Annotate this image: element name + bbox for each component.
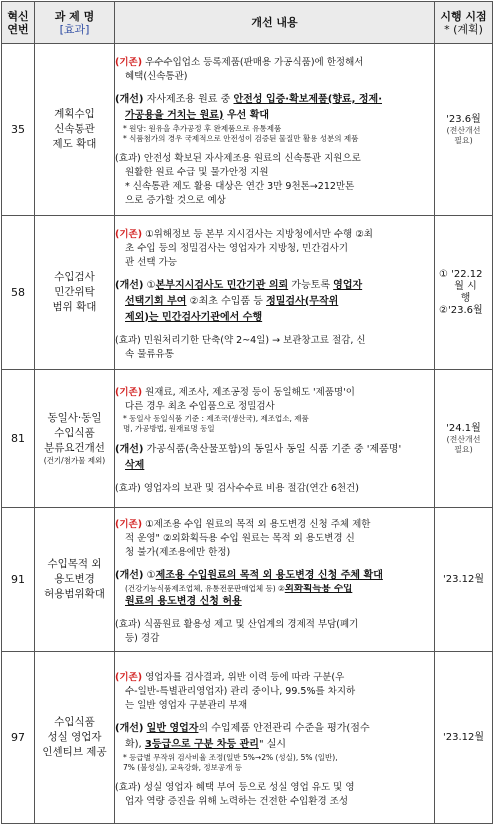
before-line: (기존) ①위해정보 등 본부 지시검사는 지방청에서만 수행 ②최 xyxy=(115,228,373,240)
improve-note: 7% (불성실), 교육강화, 정보공개 등 xyxy=(123,762,242,772)
row-content xyxy=(115,508,435,652)
effect-line: (효과) 민원처리기한 단축(약 2~4일) → 보관창고료 절감, 신 xyxy=(115,334,366,346)
before-line: 청 불가(제조용에만 한정) xyxy=(125,546,231,558)
header-content: 개선 내용 xyxy=(115,2,435,44)
improve-line: 원료의 용도변경 신청 허용 xyxy=(125,595,242,607)
before-line: 혜택(신속통관) xyxy=(125,70,188,82)
effect-line: (효과) 영업자의 보관 및 검사수수료 비용 절감(연간 6천건) xyxy=(115,482,359,494)
before-line: (기존) 영업자를 검사결과, 위반 이력 등에 따라 구분(우 xyxy=(115,671,345,683)
improve-line: 가공용을 거치는 원료) 우선 확대 xyxy=(125,109,270,121)
effect-line: 원활한 원료 수급 및 물가안정 지원 xyxy=(125,166,269,178)
table-row xyxy=(2,44,493,216)
before-line: 초 수입 등의 정밀검사는 영업자가 지방청, 민간검사기 xyxy=(125,242,349,254)
effect-line: 업자 역량 증진을 위해 노력하는 건전한 수입환경 조성 xyxy=(125,795,349,807)
header-title-sub: [효과] xyxy=(59,22,90,36)
table-row xyxy=(2,370,493,508)
before-note: 명, 가공방법, 원재료명 동일 xyxy=(123,423,215,433)
row-number: 91 xyxy=(2,508,35,652)
effect-line: (효과) 안전성 확보된 자사제조용 원료의 신속통관 지원으로 xyxy=(115,152,361,164)
improve-note: * 식품첨가의 경우 국제적으로 안전성이 검증된 물질만 활용 성분의 제품 xyxy=(123,133,359,143)
row-time: '23.12월 xyxy=(435,652,493,824)
improve-line: (개선) 자사제조용 원료 중 안전성 입증·확보제품(향료, 정제· xyxy=(115,93,382,105)
row-content xyxy=(115,652,435,824)
row-time: '23.6월 (전산개선 필요) xyxy=(435,44,493,216)
improve-line: (개선) 가공식품(축산물포함)의 동일사 동일 식품 기준 중 '제품명' xyxy=(115,443,402,455)
header-num: 혁신 연번 xyxy=(2,2,35,44)
improve-line: 화), 3등급으로 구분 차등 관리" 실시 xyxy=(125,738,287,750)
row-title-sub: (건기/첨가물 제외) xyxy=(43,456,106,465)
row-title: 수입식품 성실 영업자 인센티브 제공 xyxy=(35,652,115,824)
row-content xyxy=(115,44,435,216)
row-number: 81 xyxy=(2,370,35,508)
innovation-table xyxy=(1,1,493,824)
before-line: (기존) 우수수입업소 등록제품(판매용 가공식품)에 한정해서 xyxy=(115,56,364,68)
improve-line: 선택기회 부여 ②최초 수입품 등 정밀검사(무작위 xyxy=(125,295,339,307)
before-line: (기존) ①제조용 수입 원료의 목적 외 용도변경 신청 주체 제한 xyxy=(115,518,371,530)
before-line: (기존) 원재료, 제조사, 제조공정 등이 동일해도 '제품명'이 xyxy=(115,386,355,398)
row-title: 수입목적 외 용도변경 허용범위확대 xyxy=(35,508,115,652)
effect-line: (효과) 식품원료 활용성 제고 및 산업계의 경제적 부담(폐기 xyxy=(115,618,359,630)
effect-line: (효과) 성실 영업자 혜택 부여 등으로 성실 영업 유도 및 영 xyxy=(115,781,355,793)
improve-line: (건강기능식품제조업체, 유통전문판매업체 등) ②외화획득용 수입 xyxy=(125,583,353,594)
improve-line: (개선) ①제조용 수입원료의 목적 외 용도변경 신청 주체 확대 xyxy=(115,569,383,581)
header-time: 시행 시점 * (계획) xyxy=(435,2,493,44)
table-row xyxy=(2,508,493,652)
effect-line: 등) 경감 xyxy=(125,632,160,644)
header-time-sub: * (계획) xyxy=(444,22,483,36)
table-row xyxy=(2,652,493,824)
row-title: 계획수입 신속통관 제도 확대 xyxy=(35,44,115,216)
row-number: 97 xyxy=(2,652,35,824)
row-time: ① '22.12 월 시 행 ②'23.6월 xyxy=(435,216,493,370)
before-line: 관 선택 가능 xyxy=(125,256,177,268)
row-time: '24.1월 (전산개선 필요) xyxy=(435,370,493,508)
row-title: 동일사·동일 수입식품 분류요건개선 (건기/첨가물 제외) xyxy=(35,370,115,508)
improve-line: (개선) 일반 영업자의 수입제품 안전관리 수준을 평가(점수 xyxy=(115,722,370,734)
effect-note: 으로 증가할 것으로 예상 xyxy=(125,194,226,206)
row-content xyxy=(115,370,435,508)
effect-line: 속 물류유통 xyxy=(125,348,174,360)
before-line: 적 운영" ②외화획득용 수입 원료는 목적 외 용도변경 신 xyxy=(125,532,355,544)
before-note: * 동일사 동일식품 기준 : 제조국(생산국), 제조업소, 제품 xyxy=(123,413,309,423)
row-number: 58 xyxy=(2,216,35,370)
before-line: 는 일반 영업자 구분관리 부재 xyxy=(125,699,248,711)
table-row xyxy=(2,216,493,370)
row-title: 수입검사 민간위탁 범위 확대 xyxy=(35,216,115,370)
effect-note: * 신속통관 제도 활용 대상은 연간 3만 9천톤→212만톤 xyxy=(125,180,355,192)
improve-line: 제외)는 민간검사기관에서 수행 xyxy=(125,311,263,323)
row-content xyxy=(115,216,435,370)
improve-line: (개선) ①본부지시검사도 민간기관 의뢰 가능토록 영업자 xyxy=(115,279,363,291)
improve-line: 삭제 xyxy=(125,459,145,471)
header-title: 과 제 명 [효과] xyxy=(35,2,115,44)
header-row xyxy=(2,2,493,44)
before-line: 다른 경우 최초 수입품으로 정밀검사 xyxy=(125,400,275,412)
improve-note: * 원당: 원유을 추가공정 후 완제품으로 유통제품 xyxy=(123,123,282,133)
improve-note: * 등급별 무작위 검사비율 조정(일반 5%→2% (성실), 5% (일반), xyxy=(123,752,338,762)
row-number: 35 xyxy=(2,44,35,216)
row-time: '23.12월 xyxy=(435,508,493,652)
before-line: 수-일반-특별관리영업자) 관리 중이나, 99.5%를 차지하 xyxy=(125,685,356,697)
